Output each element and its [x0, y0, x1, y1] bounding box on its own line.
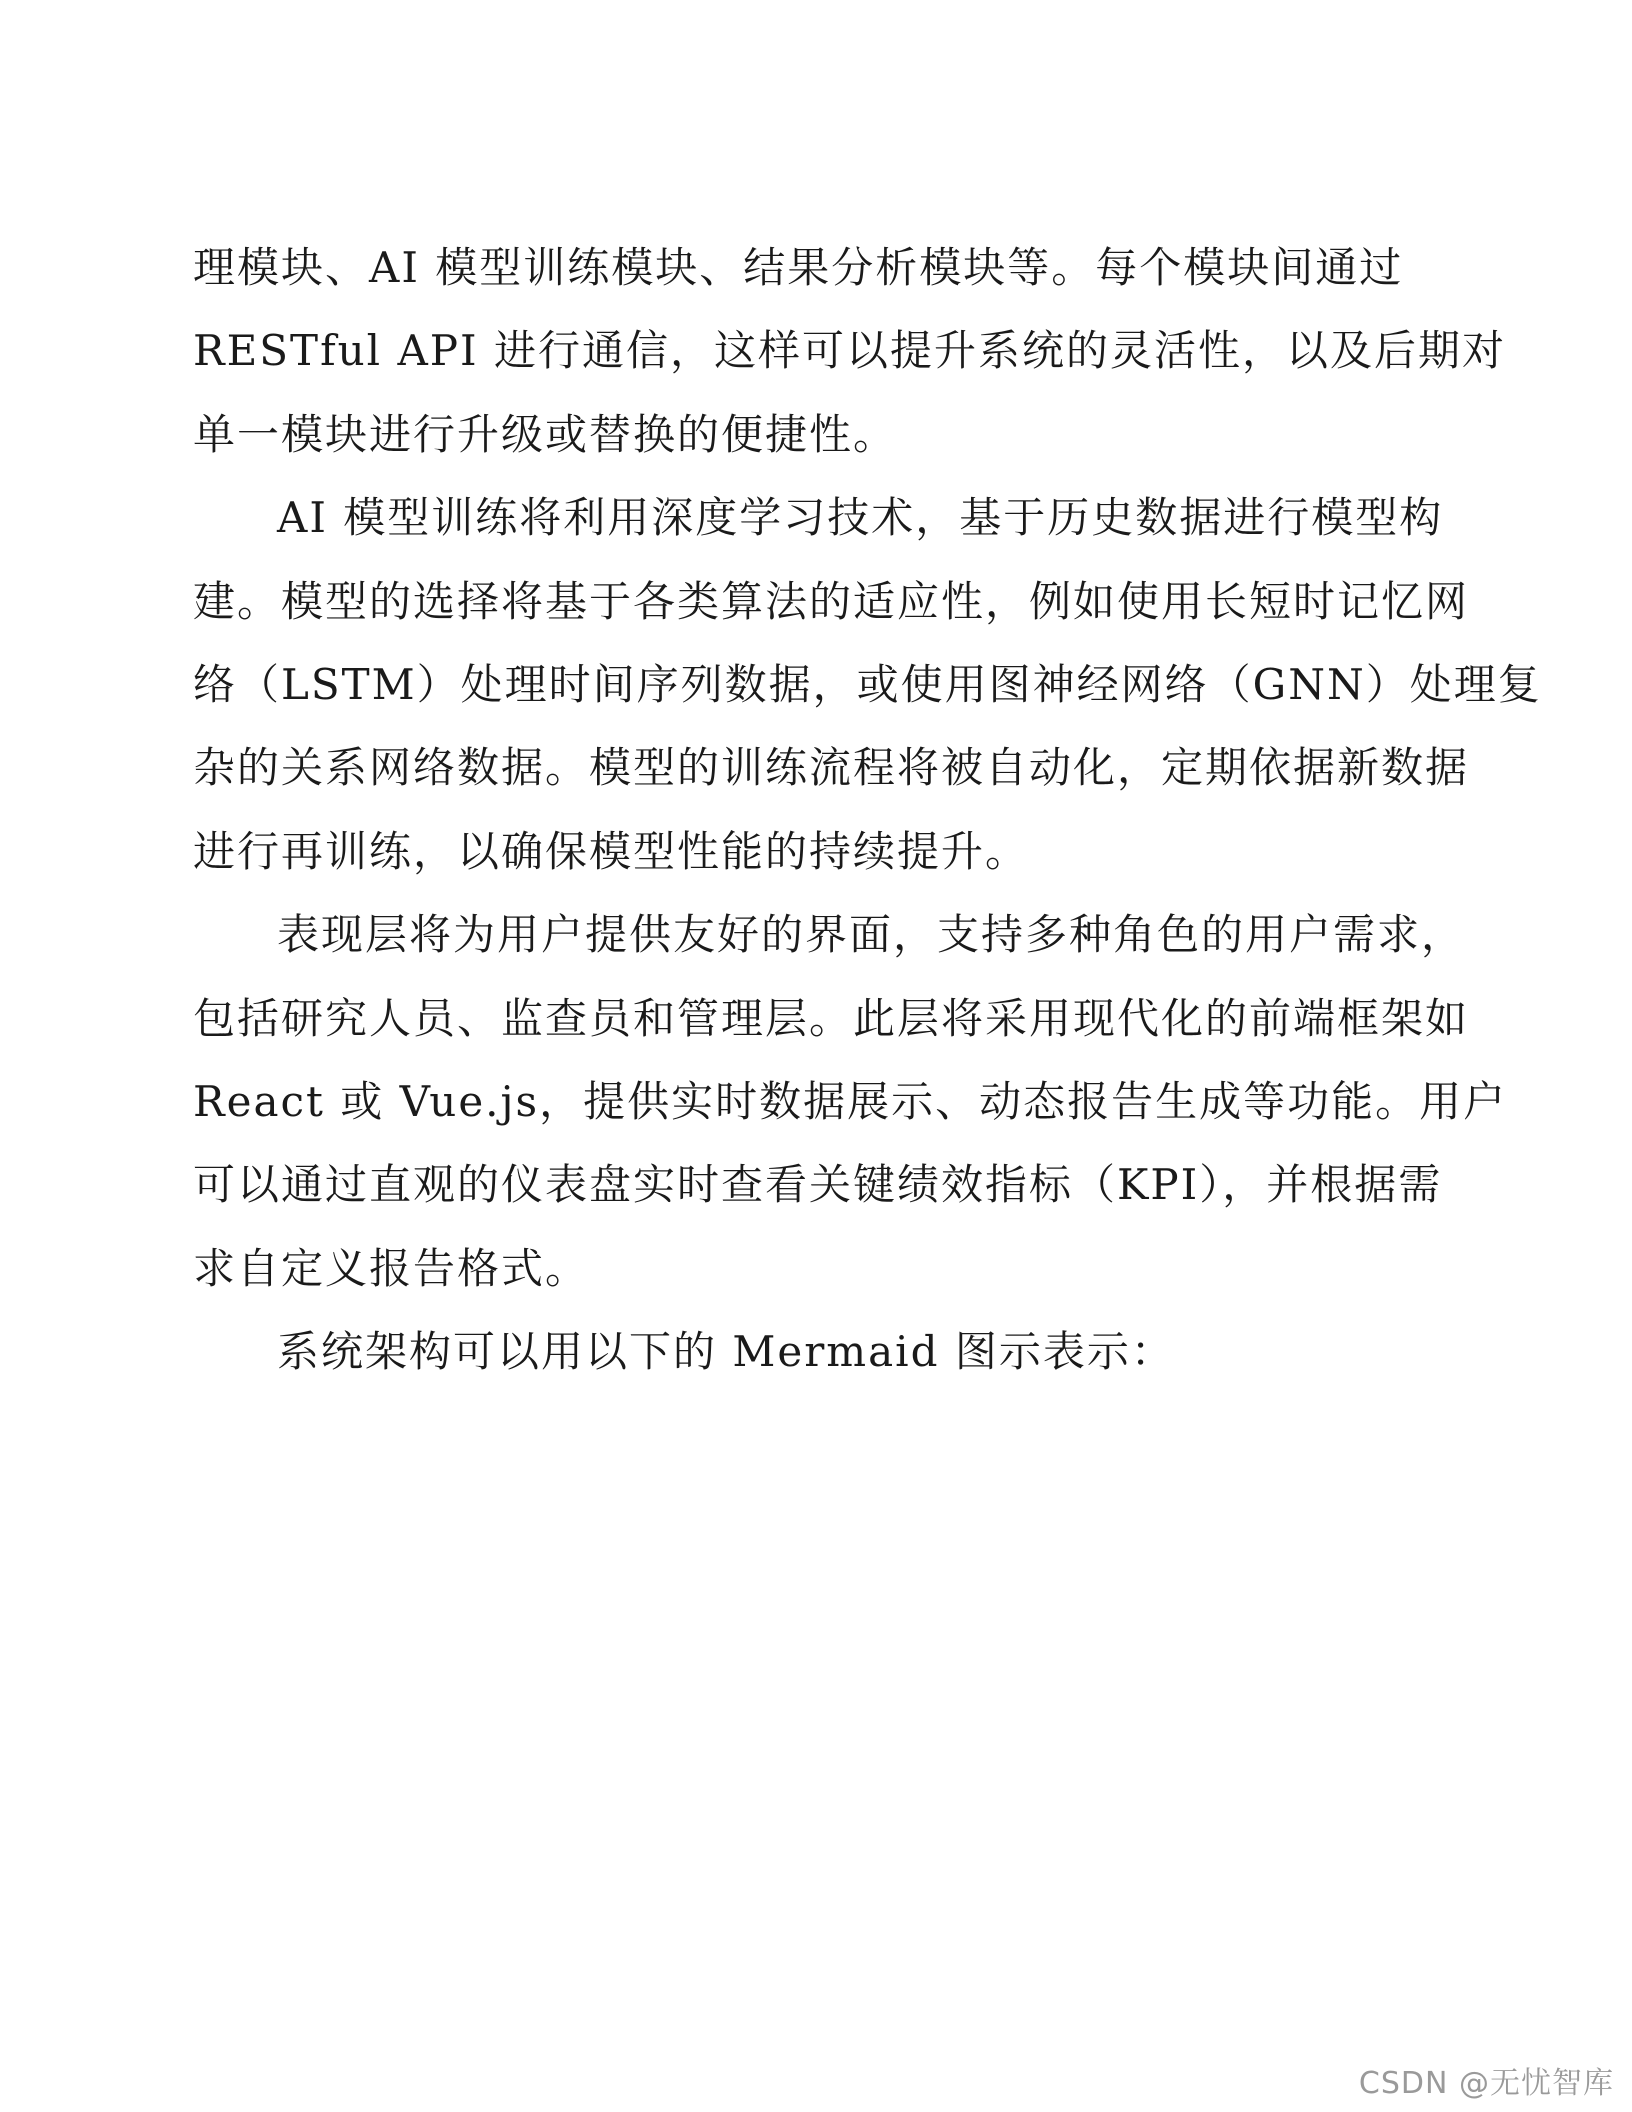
text-line: 表现层将为用户提供友好的界面，支持多种角色的用户需求， — [277, 910, 1466, 960]
paragraph-1 — [193, 226, 1506, 476]
text-line: RESTful API 进行通信，这样可以提升系统的灵活性，以及后期对 — [193, 326, 1506, 376]
text-line: 进行再训练，以确保模型性能的持续提升。 — [193, 826, 1030, 876]
text-line: React 或 Vue.js，提供实时数据展示、动态报告生成等功能。用户 — [193, 1076, 1508, 1126]
document-body — [193, 226, 1542, 1393]
paragraph-3 — [193, 893, 1508, 1310]
text-line: 可以通过直观的仪表盘实时查看关键绩效指标（KPI），并根据需 — [193, 1160, 1443, 1210]
text-line: 系统架构可以用以下的 Mermaid 图示表示： — [277, 1327, 1175, 1377]
watermark: CSDN @无忧智库 — [1358, 2066, 1614, 2101]
text-line: 单一模块进行升级或替换的便捷性。 — [193, 409, 898, 459]
paragraph-2 — [193, 476, 1542, 893]
text-line: 杂的关系网络数据。模型的训练流程将被自动化，定期依据新数据 — [193, 743, 1470, 793]
text-line: 理模块、AI 模型训练模块、结果分析模块等。每个模块间通过 — [193, 243, 1404, 292]
text-line: AI 模型训练将利用深度学习技术，基于历史数据进行模型构 — [277, 493, 1444, 543]
text-line: 络（LSTM）处理时间序列数据，或使用图神经网络（GNN）处理复 — [193, 659, 1542, 709]
paragraph-4 — [193, 1310, 1433, 1393]
text-line: 求自定义报告格式。 — [193, 1243, 590, 1293]
text-line: 包括研究人员、监查员和管理层。此层将采用现代化的前端框架如 — [193, 993, 1470, 1043]
text-line: 建。模型的选择将基于各类算法的适应性，例如使用长短时记忆网 — [193, 576, 1470, 626]
